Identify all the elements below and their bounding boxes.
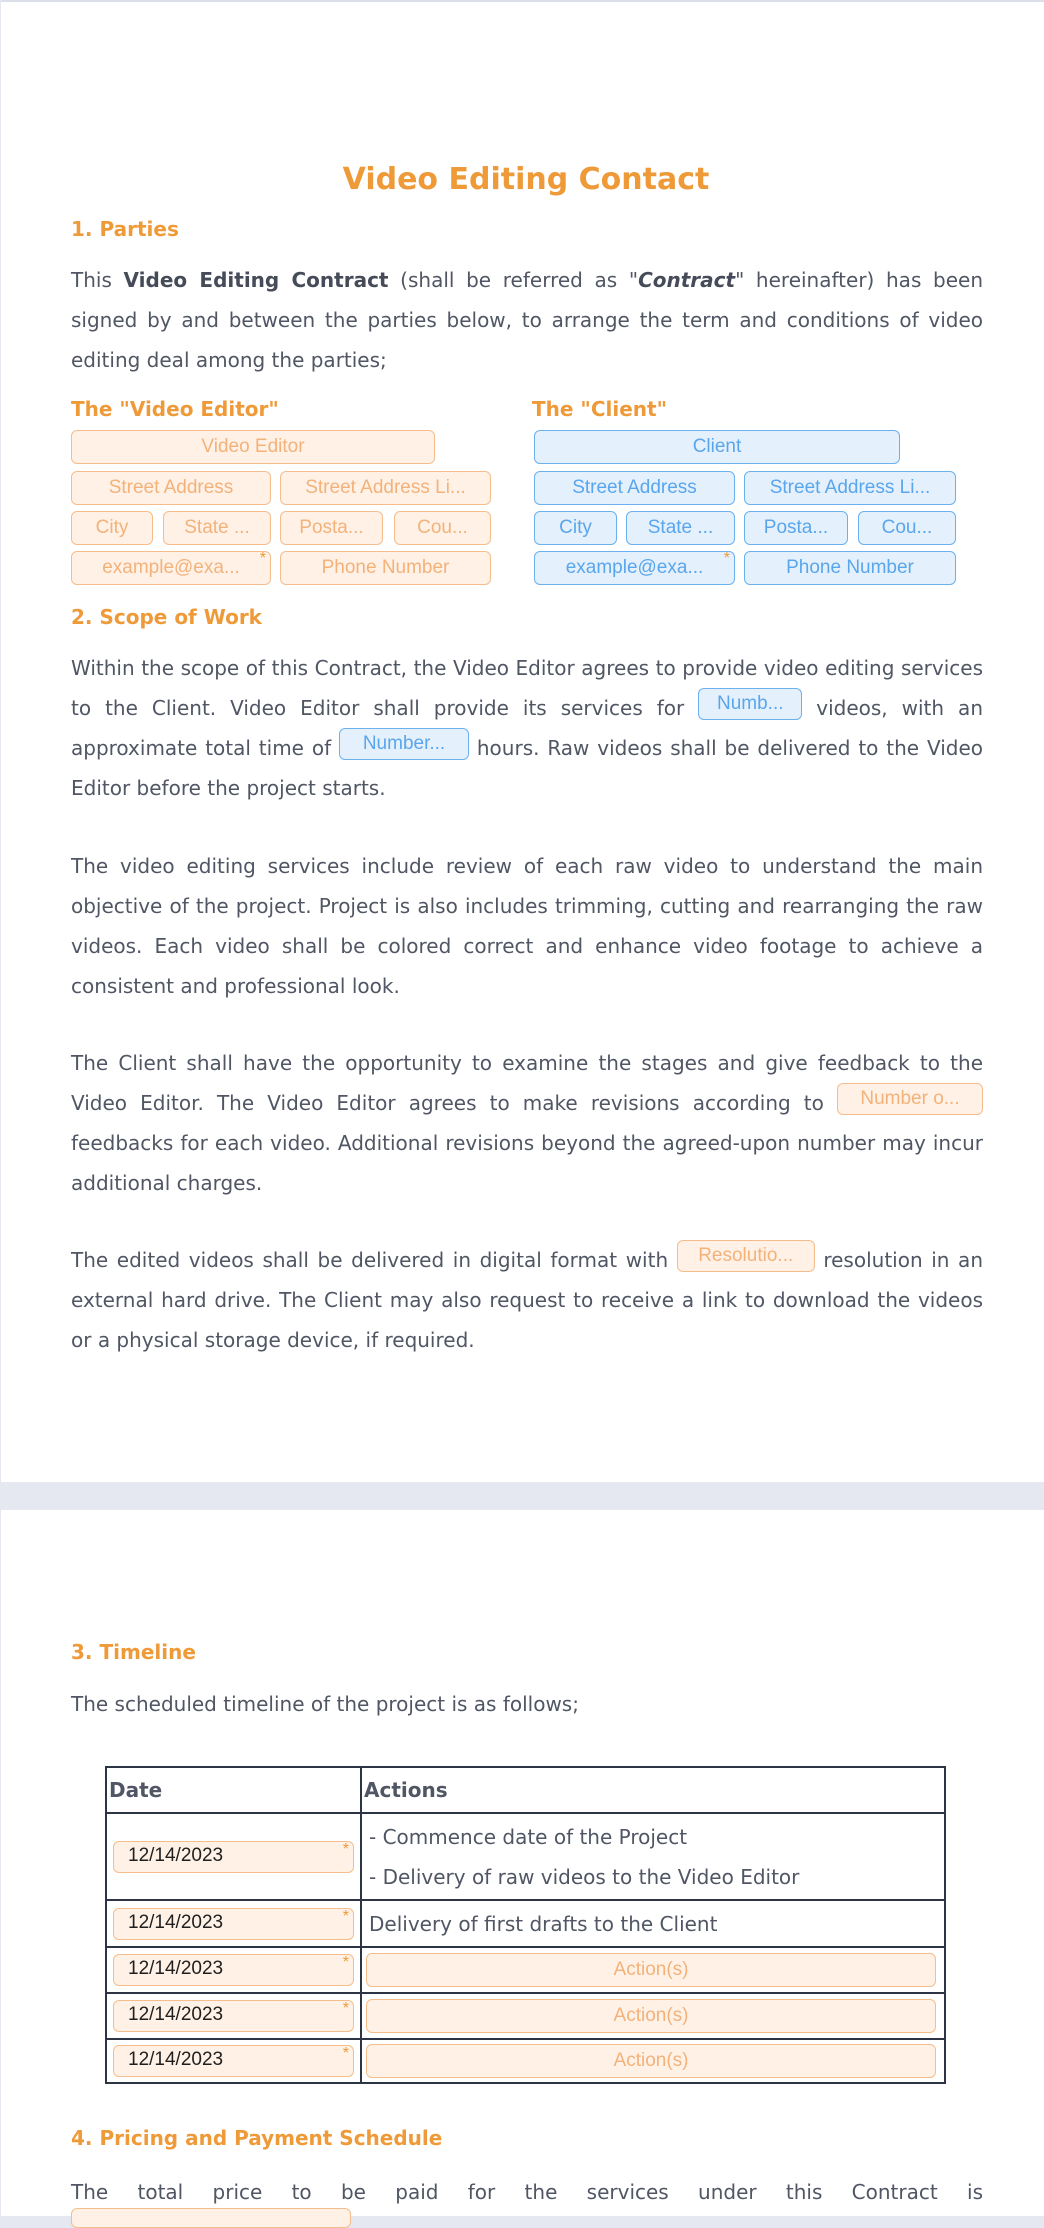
editor-heading: The "Video Editor" bbox=[71, 397, 279, 421]
editor-city-field[interactable]: City bbox=[71, 511, 153, 545]
section-heading-timeline: 3. Timeline bbox=[71, 1640, 196, 1664]
client-postal-field[interactable]: Posta... bbox=[744, 511, 848, 545]
timeline-intro: The scheduled timeline of the project is as follows; bbox=[71, 1692, 579, 1716]
action-text: - Commence date of the Project bbox=[369, 1824, 688, 1849]
document-page-1 bbox=[1, 0, 1044, 1482]
date-field[interactable]: 12/14/2023 * bbox=[113, 1908, 354, 1940]
scope-paragraph-3: The Client shall have the opportunity to examine the stages and give feedback to the Video Editor. The Video Editor agrees to make revisions according to Number o... feedbacks for each video. Additional revisions beyond the agreed-upon number may incur additional charges. bbox=[71, 1051, 983, 1195]
editor-phone-field[interactable]: Phone Number bbox=[280, 551, 491, 585]
date-field[interactable]: 12/14/2023 * bbox=[113, 2045, 354, 2077]
total-hours-field[interactable]: Number... bbox=[339, 728, 469, 760]
editor-country-field[interactable]: Cou... bbox=[394, 511, 491, 545]
client-city-field[interactable]: City bbox=[534, 511, 617, 545]
client-name-field[interactable]: Client bbox=[534, 430, 900, 464]
document-page-2 bbox=[1, 1510, 1044, 2216]
timeline-table bbox=[105, 1766, 946, 2084]
action-field[interactable]: Action(s) bbox=[366, 2044, 936, 2078]
client-street2-field[interactable]: Street Address Li... bbox=[744, 471, 956, 505]
actions-column-header: Actions bbox=[361, 1767, 945, 1813]
date-field[interactable]: 12/14/2023 * bbox=[113, 2000, 354, 2032]
videos-count-field[interactable]: Numb... bbox=[698, 688, 802, 720]
action-text: Delivery of first drafts to the Client bbox=[361, 1900, 945, 1947]
editor-street2-field[interactable]: Street Address Li... bbox=[280, 471, 491, 505]
scope-paragraph-4: The edited videos shall be delivered in digital format with Resolutio... resolution in an external hard drive. The Client may also request to receive a link to download the videos or a physical storage device, if required. bbox=[71, 1240, 983, 1360]
client-phone-field[interactable]: Phone Number bbox=[744, 551, 956, 585]
editor-name-field[interactable]: Video Editor bbox=[71, 430, 435, 464]
document-title: Video Editing Contact bbox=[342, 162, 710, 197]
table-row bbox=[106, 2039, 945, 2083]
editor-street-field[interactable]: Street Address bbox=[71, 471, 271, 505]
client-email-field[interactable]: example@exa... * bbox=[534, 551, 735, 585]
table-row bbox=[106, 1900, 945, 1947]
section-heading-pricing: 4. Pricing and Payment Schedule bbox=[71, 2126, 443, 2150]
editor-email-field[interactable]: example@exa... * bbox=[71, 551, 271, 585]
client-country-field[interactable]: Cou... bbox=[858, 511, 956, 545]
action-field[interactable]: Action(s) bbox=[366, 1999, 936, 2033]
table-header-row bbox=[106, 1767, 945, 1813]
resolution-field[interactable]: Resolutio... bbox=[677, 1240, 815, 1272]
section-heading-parties: 1. Parties bbox=[71, 217, 179, 241]
client-heading: The "Client" bbox=[532, 397, 667, 421]
actions-cell bbox=[361, 1813, 945, 1900]
section-heading-scope: 2. Scope of Work bbox=[71, 605, 262, 629]
action-text: - Delivery of raw videos to the Video Editor bbox=[369, 1864, 800, 1889]
table-row bbox=[106, 1947, 945, 1993]
table-row bbox=[106, 1993, 945, 2039]
scope-paragraph-2: The video editing services include review of each raw video to understand the main objective of the project. Project is also includes trimming, cutting and rearranging the raw videos. Each video shall be colored correct and enhance video footage to achieve a consistent and professional look. bbox=[71, 854, 983, 998]
editor-state-field[interactable]: State ... bbox=[163, 511, 271, 545]
table-row bbox=[106, 1813, 945, 1900]
date-field[interactable]: 12/14/2023 * bbox=[113, 1954, 354, 1986]
client-street-field[interactable]: Street Address bbox=[534, 471, 735, 505]
date-column-header: Date bbox=[106, 1767, 361, 1813]
action-field[interactable]: Action(s) bbox=[366, 1953, 936, 1987]
date-field[interactable]: 12/14/2023 * bbox=[113, 1841, 354, 1873]
client-state-field[interactable]: State ... bbox=[626, 511, 735, 545]
pricing-text: The total price to be paid for the services under this Contract is bbox=[71, 2180, 983, 2204]
editor-postal-field[interactable]: Posta... bbox=[280, 511, 383, 545]
total-price-field[interactable] bbox=[71, 2208, 351, 2228]
revisions-count-field[interactable]: Number o... bbox=[837, 1083, 983, 1115]
scope-paragraph-1: Within the scope of this Contract, the Video Editor agrees to provide video editing services to the Client. Video Editor shall provide its services for Numb... videos, with an approximate total time of Number... hours. Raw videos shall be delivered to the Video Editor before the project starts. bbox=[71, 656, 983, 800]
parties-intro: This Video Editing Contract (shall be referred as "Contract" hereinafter) has been signed by and between the parties below, to arrange the term and conditions of video editing deal among the parties; bbox=[71, 268, 984, 372]
